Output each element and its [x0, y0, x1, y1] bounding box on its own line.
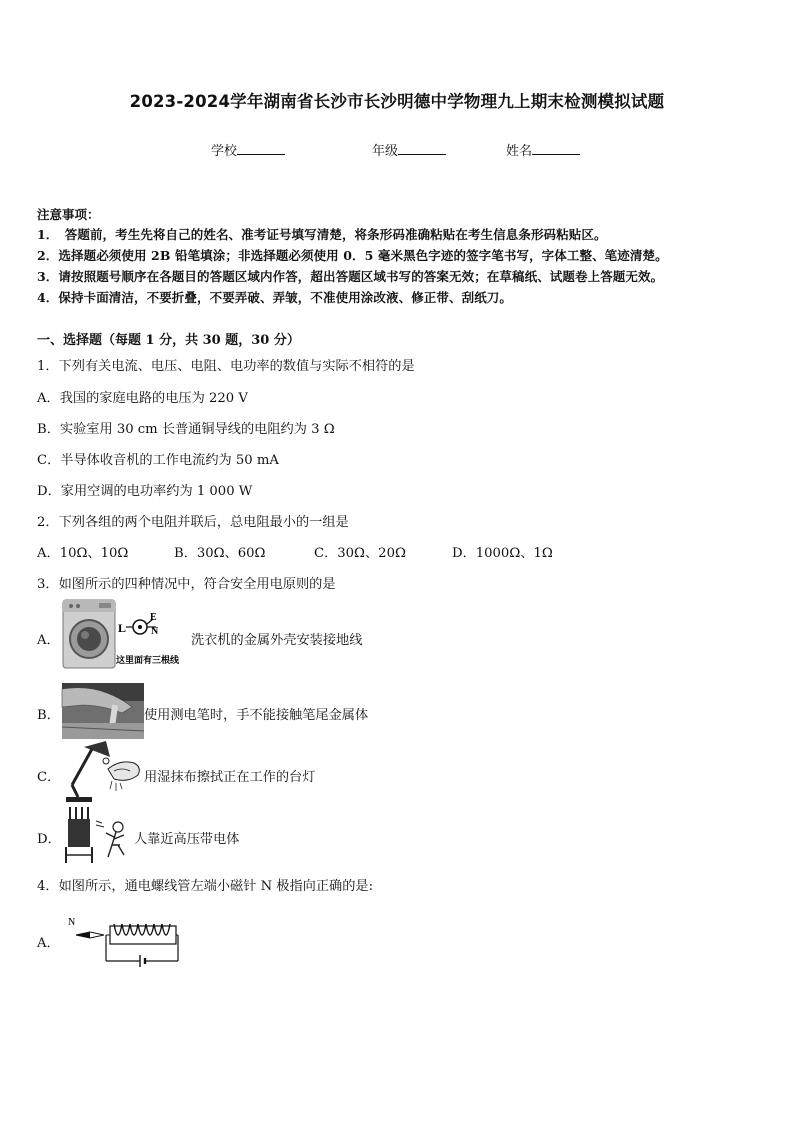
question-2-stem: 2．下列各组的两个电阻并联后，总电阻最小的一组是 — [37, 515, 349, 530]
note-item: 4．保持卡面清洁，不要折叠，不要弄破、弄皱，不准使用涂改液、修正带、刮纸刀。 — [37, 290, 512, 305]
name-label: 姓名 — [506, 144, 533, 159]
grade-field[interactable] — [372, 140, 446, 159]
q1-option-c[interactable]: C．半导体收音机的工作电流约为 50 mA — [37, 453, 279, 468]
school-blank[interactable] — [237, 142, 285, 155]
washing-machine-figure — [61, 597, 191, 669]
desk-lamp-figure — [62, 741, 144, 803]
name-blank[interactable] — [532, 142, 580, 155]
q3-option-b-caption: 使用测电笔时，手不能接触笔尾金属体 — [144, 708, 369, 723]
high-voltage-figure — [62, 805, 134, 863]
q3-option-b-letter[interactable]: B． — [37, 708, 60, 723]
q2-option-c[interactable]: C．30Ω、20Ω — [314, 546, 406, 561]
solenoid-figure — [66, 913, 184, 969]
note-item: 1． 答题前，考生先将自己的姓名、准考证号填写清楚，将条形码准确粘贴在考生信息条形码粘贴区。 — [37, 227, 607, 242]
grade-label: 年级 — [372, 144, 399, 159]
q3-option-d-caption: 人靠近高压带电体 — [134, 832, 240, 847]
question-1-stem: 1．下列有关电流、电压、电阻、电功率的数值与实际不相符的是 — [37, 359, 415, 374]
plug-note: 这里面有三根线 — [116, 656, 180, 666]
school-field[interactable] — [211, 140, 285, 159]
name-field[interactable] — [506, 140, 580, 159]
q2-option-b[interactable]: B．30Ω、60Ω — [174, 546, 266, 561]
q3-option-c-caption: 用湿抹布擦拭正在工作的台灯 — [144, 770, 316, 785]
q3-option-c-letter[interactable]: C． — [37, 770, 61, 785]
q1-option-b[interactable]: B．实验室用 30 cm 长普通铜导线的电阻约为 3 Ω — [37, 422, 335, 437]
q3-option-d-letter[interactable]: D． — [37, 832, 61, 847]
q2-option-d[interactable]: D．1000Ω、1Ω — [452, 546, 553, 561]
q3-option-a-letter[interactable]: A． — [37, 633, 60, 648]
q1-option-a[interactable]: A．我国的家庭电路的电压为 220 V — [37, 391, 248, 406]
plug-label-e: E — [150, 612, 157, 623]
grade-blank[interactable] — [398, 142, 446, 155]
plug-label-l: L — [118, 621, 127, 635]
section-heading: 一、选择题（每题 1 分，共 30 题，30 分） — [37, 333, 300, 348]
q1-option-d[interactable]: D．家用空调的电功率约为 1 000 W — [37, 484, 253, 499]
page-title: 2023-2024学年湖南省长沙市长沙明德中学物理九上期末检测模拟试题 — [129, 92, 665, 111]
q4-option-a-letter[interactable]: A． — [37, 936, 60, 951]
test-pen-photo — [62, 683, 144, 739]
question-4-stem: 4．如图所示，通电螺线管左端小磁针 N 极指向正确的是: — [37, 879, 374, 894]
school-label: 学校 — [211, 144, 238, 159]
needle-n-label: N — [68, 917, 76, 928]
question-3-stem: 3．如图所示的四种情况中，符合安全用电原则的是 — [37, 577, 336, 592]
note-item: 3．请按照题号顺序在各题目的答题区域内作答，超出答题区域书写的答案无效；在草稿纸、试题卷上答题无效。 — [37, 269, 664, 284]
q3-option-a-caption: 洗衣机的金属外壳安装接地线 — [191, 633, 363, 648]
note-item: 2．选择题必须使用 2B 铅笔填涂；非选择题必须使用 0．5 毫米黑色字迹的签字笔书写，字体工整、笔迹清楚。 — [37, 248, 668, 263]
notes-heading: 注意事项： — [37, 207, 100, 222]
plug-label-n: N — [151, 626, 159, 637]
q2-option-a[interactable]: A．10Ω、10Ω — [37, 546, 129, 561]
